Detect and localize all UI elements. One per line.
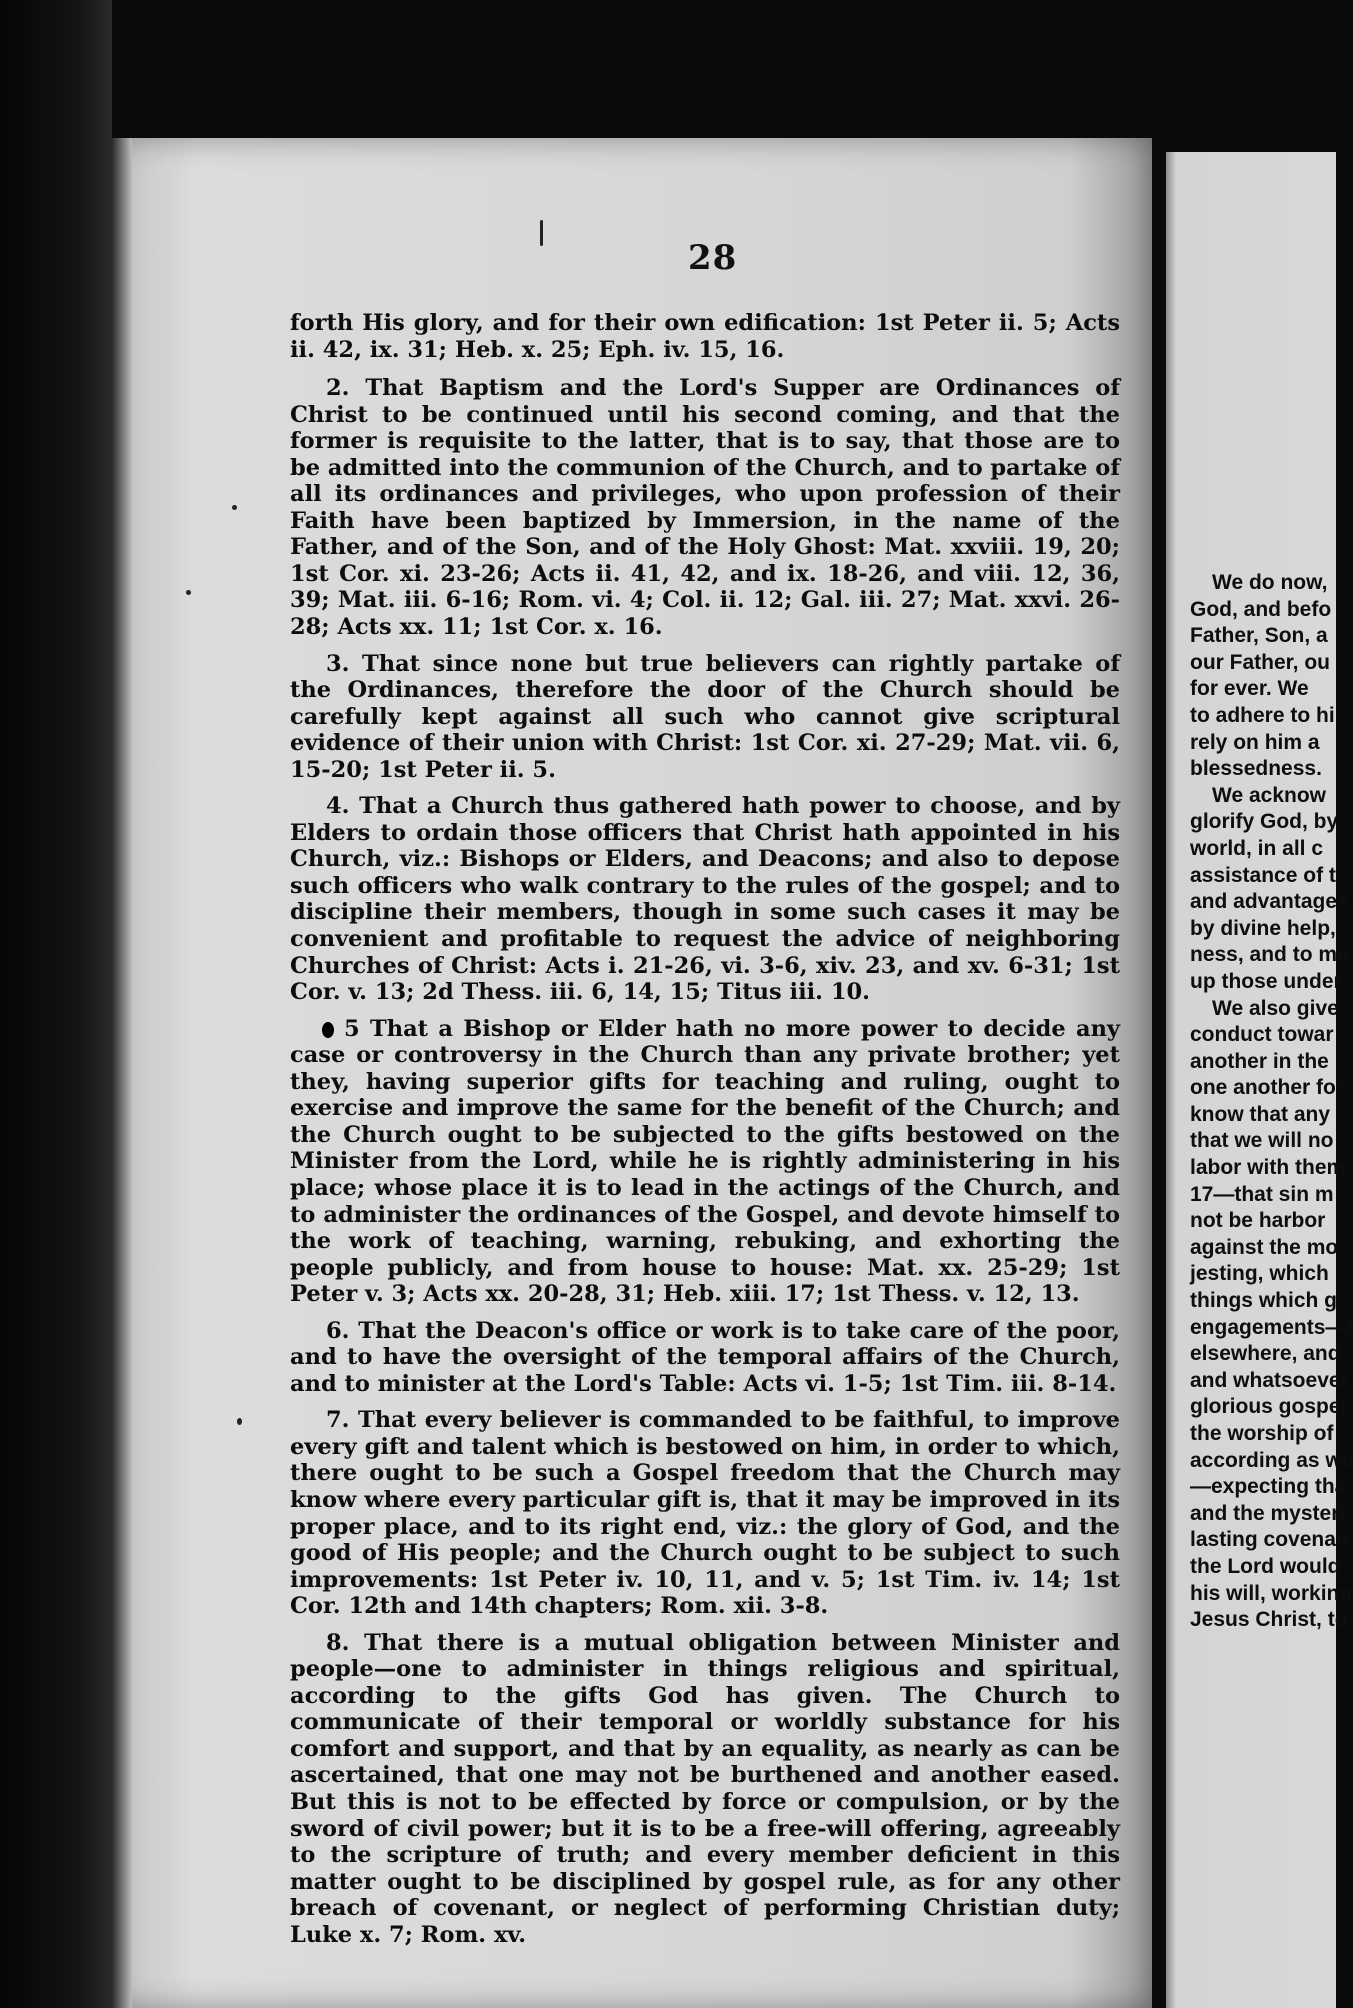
right-line: his will, working bbox=[1190, 1581, 1353, 1605]
right-line: conduct towar bbox=[1190, 1023, 1334, 1047]
right-line: Jesus Christ, to bbox=[1190, 1608, 1348, 1632]
right-line: jesting, which bbox=[1190, 1262, 1329, 1286]
article-4: 4. That a Church thus gathered hath power to choose, and by Elders to ordain those officers that Christ hath appointed in his Church, viz.: Bishops or Elders, and Deacons; and also to depose such officers who walk contrary to the rules of the gospel; and to discipline their members, though in some such cases it may be convenient and profitable to request the advice of neighboring Churches of Christ: Acts i. 21-26, vi. 3-6, xiv. 23, and xv. 6-31; 1st Cor. v. 13; 2d Thess. iii. 6, 14, 15; Titus iii. 10. bbox=[290, 793, 1120, 1006]
right-line: We do now, bbox=[1212, 571, 1328, 594]
right-line: for ever. We bbox=[1190, 677, 1309, 701]
right-line: to adhere to hi bbox=[1190, 703, 1335, 727]
right-line: 17—that sin m bbox=[1190, 1182, 1334, 1206]
article-8: 8. That there is a mutual obligation between Minister and people—one to administer in things religious and spiritual, according to the gifts God has given. The Church to communicate of their temporal or worldly substance for his comfort and support, and that by an equality, as nearly as can be ascertained, that one may not be burthened and another eased. But this is not to be effected by force or compulsion, or by the sword of civil power; but it is to be a free-will offering, agreeably to the scripture of truth; and every member deficient in this matter ought to be disciplined by gospel rule, as for any other breach of covenant, or neglect of performing Christian duty; Luke x. 7; Rom. xv. bbox=[290, 1629, 1120, 1948]
article-5: 5 That a Bishop or Elder hath no more power to decide any case or controversy in the Church than any private brother; yet they, having superior gifts for teaching and ruling, ought to exercise and improve the same for the benefit of the Church; and the Church ought to be subjected to the gifts bestowed on the Minister from the Lord, while he is rightly administering in his place; whose place it is to lead in the actings of the Church, and to administer the ordinances of the Gospel, and devote himself to the work of teaching, warning, rebuking, and exhorting the people publicly, and from house to house: Mat. xx. 25-29; 1st Peter v. 3; Acts xx. 20-28, 31; Heb. xiii. 17; 1st Thess. v. 12, 13. bbox=[290, 1015, 1120, 1308]
right-line: blessedness. bbox=[1190, 757, 1322, 781]
right-line: glorify God, by bbox=[1190, 810, 1339, 834]
right-line: the worship of bbox=[1190, 1422, 1334, 1445]
right-line: by divine help, bbox=[1190, 916, 1336, 940]
scan-speck bbox=[232, 505, 237, 510]
article-2: 2. That Baptism and the Lord's Supper are Ordinances of Christ to be continued until his second coming, and that the former is requisite to the latter, that is to say, that those are to be admitted into the communion of the Church, and to partake of all its ordinances and privileges, who upon profession of their Faith have been baptized by Immersion, in the name of the Father, and of the Son, and of the Holy Ghost: Mat. xxviii. 19, 20; 1st Cor. xi. 23-26; Acts ii. 41, 42, and ix. 18-26, and viii. 12, 36, 39; Mat. iii. 6-16; Rom. vi. 4; Col. ii. 12; Gal. iii. 27; Mat. xxvi. 26-28; Acts xx. 11; 1st Cor. x. 16. bbox=[290, 375, 1120, 641]
right-line: God, and befo bbox=[1190, 597, 1332, 621]
right-line: another in the bbox=[1190, 1049, 1329, 1073]
right-line: our Father, ou bbox=[1190, 650, 1331, 674]
right-line: glorious gospel bbox=[1190, 1395, 1347, 1419]
right-line: ness, and to ma bbox=[1190, 943, 1349, 967]
right-line: and the mysteri bbox=[1190, 1501, 1346, 1525]
right-line: We also give bbox=[1212, 996, 1339, 1020]
book-page-right-partial bbox=[1166, 152, 1353, 2008]
right-line: lasting covenan bbox=[1190, 1528, 1349, 1552]
right-line: world, in all c bbox=[1190, 836, 1324, 860]
right-line: the Lord would bbox=[1190, 1554, 1341, 1578]
right-line: and advantages bbox=[1190, 890, 1349, 914]
right-line: not be harbor bbox=[1190, 1209, 1326, 1233]
right-page-text bbox=[1190, 570, 1353, 1634]
right-line: Father, Son, a bbox=[1190, 624, 1328, 648]
right-line: assistance of t bbox=[1190, 863, 1336, 887]
right-line: up those under bbox=[1190, 969, 1342, 993]
page-body bbox=[290, 310, 1120, 1958]
scan-speck bbox=[540, 220, 543, 246]
right-line: labor with them bbox=[1190, 1156, 1346, 1180]
paragraph-continuation: forth His glory, and for their own edification: 1st Peter ii. 5; Acts ii. 42, ix. 31; Heb. x. 25; Eph. iv. 15, 16. bbox=[290, 310, 1120, 363]
right-line: things which g bbox=[1190, 1289, 1337, 1313]
right-line: —expecting tha bbox=[1190, 1475, 1347, 1499]
page-gutter bbox=[1152, 138, 1166, 2008]
bullet-dot-icon bbox=[322, 1022, 334, 1038]
article-5-wrap bbox=[290, 1016, 1120, 1308]
right-line: We acknow bbox=[1212, 783, 1326, 807]
article-7: 7. That every believer is commanded to be faithful, to improve every gift and talent which is bestowed on him, in order to which, there ought to be such a Gospel freedom that the Church may know where every particular gift is, that it may be improved in its proper place, and to its right end, viz.: the glory of God, and the good of His people; and the Church ought to be subject to such improvements: 1st Peter iv. 10, 11, and v. 5; 1st Tim. iv. 14; 1st Cor. 12th and 14th chapters; Rom. xii. 3-8. bbox=[290, 1407, 1120, 1620]
article-6: 6. That the Deacon's office or work is to take care of the poor, and to have the oversight of the temporal affairs of the Church, and to minister at the Lord's Table: Acts vi. 1-5; 1st Tim. iii. 8-14. bbox=[290, 1317, 1120, 1397]
page-number: 28 bbox=[688, 238, 738, 278]
right-line: elsewhere, and bbox=[1190, 1342, 1341, 1366]
right-line: that we will no bbox=[1190, 1129, 1334, 1153]
article-3: 3. That since none but true believers can rightly partake of the Ordinances, therefore the door of the Church should be carefully kept against all such who cannot give scriptural evidence of their union with Christ: 1st Cor. xi. 27-29; Mat. vii. 6, 15-20; 1st Peter ii. 5. bbox=[290, 650, 1120, 783]
scan-speck bbox=[186, 590, 191, 595]
right-line: according as we bbox=[1190, 1448, 1353, 1472]
right-line: and whatsoever bbox=[1190, 1368, 1349, 1392]
scan-speck bbox=[237, 1418, 242, 1425]
right-line: rely on him a bbox=[1190, 730, 1320, 754]
right-line: know that any bbox=[1190, 1102, 1331, 1126]
right-line: engagements—t bbox=[1190, 1315, 1353, 1339]
right-line: against the mo bbox=[1190, 1235, 1339, 1259]
scan-left-border bbox=[0, 0, 112, 2008]
right-line: one another for bbox=[1190, 1076, 1345, 1100]
